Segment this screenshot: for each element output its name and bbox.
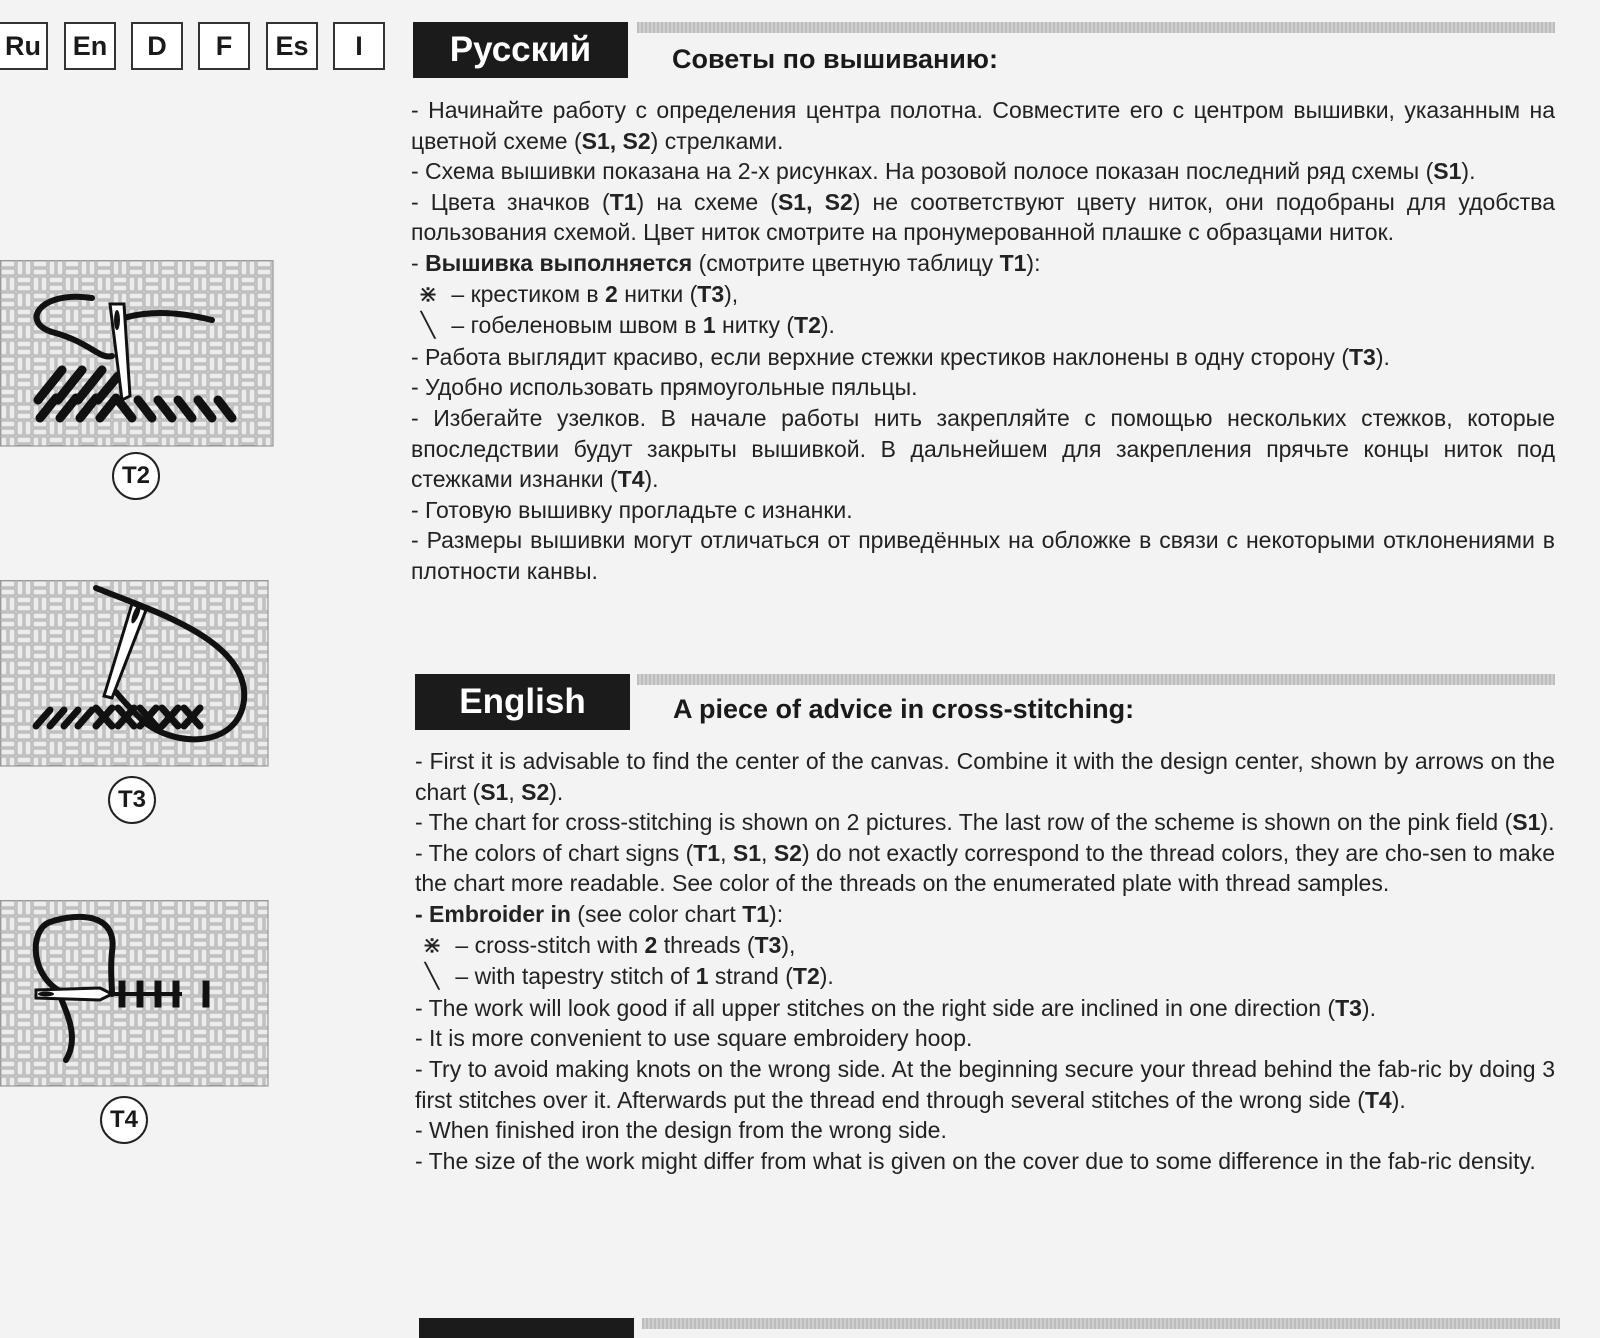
tab-ru[interactable]: Ru (0, 22, 48, 70)
en-paragraph-9: - Try to avoid making knots on the wrong side. At the beginning secure your thread behind the fab-ric by doing 3 first stitches over it. Afterwards put the thread end through several stitches of the wrong side (T4). (415, 1055, 1555, 1113)
ru-paragraph-11: - Размеры вышивки могут отличаться от приведённых на обложке в связи с некоторыми отклонениями в плотности канвы. (411, 527, 1555, 584)
ru-paragraph-8: - Удобно использовать прямоугольные пяльцы. (411, 374, 918, 401)
figure-t3 (0, 580, 275, 813)
section-russian (411, 22, 1556, 622)
tab-d[interactable]: D (131, 22, 183, 70)
tab-es[interactable]: Es (266, 22, 318, 70)
ru-paragraph-2: - Схема вышивки показана на 2-х рисунках. На розовой полосе показан последний ряд схемы (S1). (411, 158, 1476, 185)
en-paragraph-6: ╲ – with tapestry stitch of 1 strand (T2). (415, 961, 1555, 993)
english-title: A piece of advice in cross-stitching: (673, 694, 1135, 724)
en-paragraph-11: - The size of the work might differ from what is given on the cover due to some difference in the fab-ric density. (415, 1147, 1536, 1174)
english-header-bar (637, 674, 1555, 685)
tapestry-stitch-icon: ╲ (420, 312, 436, 340)
tab-i[interactable]: I (333, 22, 385, 70)
ru-paragraph-6: ╲ – гобеленовым швом в 1 нитку (T2). (411, 310, 1555, 342)
figure-label-t3: T3 (108, 776, 156, 824)
tapestry-stitch-illustration (0, 260, 275, 448)
en-paragraph-1: - First it is advisable to find the center of the canvas. Combine it with the design center, shown by arrows on the chart (S1, S2). (415, 748, 1555, 805)
ru-paragraph-7: - Работа выглядит красиво, если верхние стежки крестиков наклонены в одну сторону (T3). (411, 343, 1390, 370)
russian-header-bar (637, 22, 1555, 33)
russian-body (411, 95, 1555, 587)
figure-label-t2: T2 (112, 452, 160, 500)
figure-t2 (0, 260, 275, 489)
en-paragraph-8: - It is more convenient to use square embroidery hoop. (415, 1025, 973, 1052)
en-paragraph-4: - Embroider in (see color chart T1): (415, 900, 784, 927)
next-section-header (419, 1318, 634, 1338)
tab-f[interactable]: F (198, 22, 250, 70)
en-paragraph-7: - The work will look good if all upper stitches on the right side are inclined in one direction (T3). (415, 994, 1376, 1021)
ru-paragraph-9: - Избегайте узелков. В начале работы нить закрепляйте с помощью нескольких стежков, которые впоследствии будут закрыты вышивкой. В дальнейшем для закрепления прячьте концы ниток под стежками изнанки (T4). (411, 404, 1555, 493)
cross-stitch-illustration (0, 580, 275, 768)
english-header: English (415, 674, 630, 730)
figure-t4 (0, 900, 275, 1133)
en-paragraph-2: - The chart for cross-stitching is shown on 2 pictures. The last row of the scheme is shown on the pink field (S1). (415, 809, 1555, 836)
english-body (415, 746, 1555, 1176)
en-paragraph-10: - When finished iron the design from the wrong side. (415, 1117, 947, 1144)
ru-paragraph-10: - Готовую вышивку прогладьте с изнанки. (411, 496, 853, 523)
en-paragraph-5: ⋇ – cross-stitch with 2 threads (T3), (415, 930, 1555, 962)
tapestry-stitch-icon: ╲ (424, 963, 440, 991)
ru-paragraph-4: - Вышивка выполняется (смотрите цветную таблицу T1): (411, 249, 1041, 276)
ru-paragraph-1: - Начинайте работу с определения центра полотна. Совместите его с центром вышивки, указанным на цветной схеме (S1, S2) стрелками. (411, 97, 1555, 154)
cross-stitch-icon: ⋇ (421, 931, 443, 959)
ru-paragraph-5: ⋇ – крестиком в 2 нитки (T3), (411, 279, 1555, 311)
cross-stitch-icon: ⋇ (417, 280, 439, 308)
en-paragraph-3: - The colors of chart signs (T1, S1, S2) do not exactly correspond to the thread colors, they are cho-sen to make the chart more readable. See color of the threads on the enumerated plate with thread samples. (415, 839, 1556, 897)
next-section-header-bar (642, 1318, 1560, 1329)
tab-en[interactable]: En (64, 22, 116, 70)
figure-label-t4: T4 (100, 1096, 148, 1144)
ru-paragraph-3: - Цвета значков (T1) на схеме (S1, S2) не соответствуют цвету ниток, они подобраны для удобства пользования схемой. Цвет ниток смотрите на пронумерованной плашке с образцами ниток. (411, 188, 1556, 246)
russian-header: Русский (413, 22, 628, 78)
section-english (415, 674, 1555, 1314)
securing-thread-illustration (0, 900, 275, 1088)
russian-title: Советы по вышиванию: (672, 44, 998, 74)
